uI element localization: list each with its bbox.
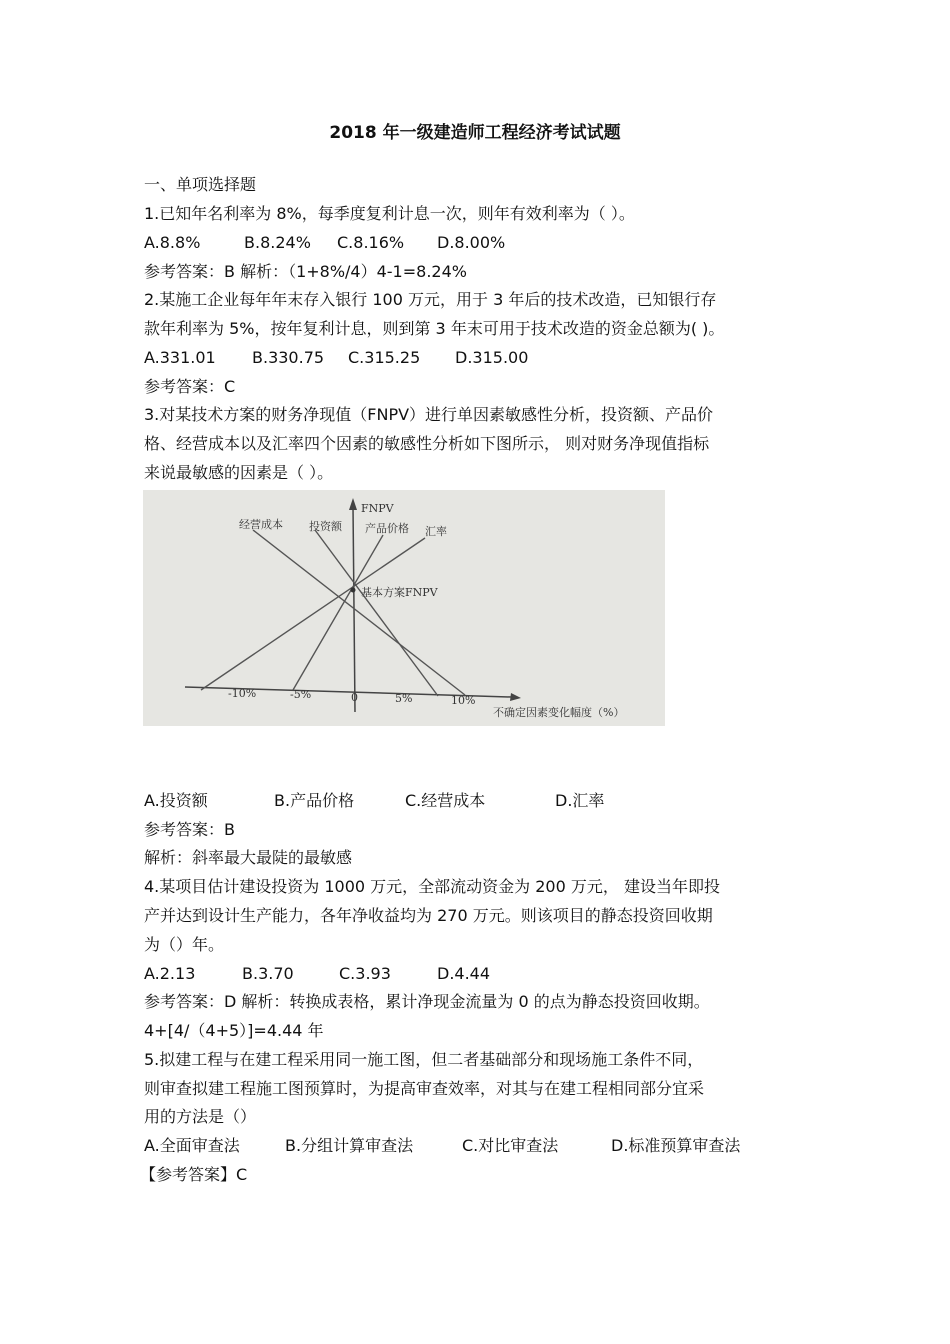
fx-label: 汇率	[425, 525, 447, 538]
q4-option-c: C.3.93	[339, 964, 391, 983]
q2-option-a: A.331.01	[144, 348, 216, 367]
q2-option-b: B.330.75	[252, 348, 325, 367]
operating-cost-line	[253, 530, 465, 695]
y-axis-arrow	[349, 498, 357, 510]
question-3-stem-line-2: 格、经营成本以及汇率四个因素的敏感性分析如下图所示， 则对财务净现值指标	[144, 434, 710, 453]
q1-answer: 参考答案：B 解析：（1+8%/4）4-1=8.24%	[144, 262, 467, 281]
sensitivity-analysis-figure	[143, 490, 665, 726]
q3-option-a: A.投资额	[144, 791, 208, 810]
fx-line	[201, 538, 425, 690]
question-2-stem-line-2: 款年利率为 5%，按年复利计息，则到第 3 年末可用于技术改造的资金总额为( )。	[144, 319, 725, 338]
tick-label-10: 10%	[451, 694, 476, 707]
q5-answer: 【参考答案】C	[140, 1165, 248, 1184]
question-4-stem-line-2: 产并达到设计生产能力，各年净收益均为 270 万元。则该项目的静态投资回收期	[144, 906, 713, 925]
q4-answer-calculation: 4+[4/（4+5）]=4.44 年	[144, 1021, 324, 1040]
q1-option-b: B.8.24%	[244, 233, 311, 252]
q1-option-c: C.8.16%	[337, 233, 405, 252]
question-3-stem-line-3: 来说最敏感的因素是（ ）。	[144, 463, 334, 482]
question-3-stem-line-1: 3.对某技术方案的财务净现值（FNPV）进行单因素敏感性分析，投资额、产品价	[144, 405, 714, 424]
q5-option-c: C.对比审查法	[462, 1136, 559, 1155]
tick-label-minus-10: -10%	[228, 687, 257, 700]
q4-option-b: B.3.70	[242, 964, 294, 983]
base-point	[351, 588, 356, 593]
x-axis-arrow	[510, 693, 521, 701]
q2-option-d: D.315.00	[455, 348, 529, 367]
q5-option-b: B.分组计算审查法	[285, 1136, 414, 1155]
q2-answer: 参考答案：C	[144, 377, 236, 396]
q1-option-a: A.8.8%	[144, 233, 201, 252]
q3-answer: 参考答案：B	[144, 820, 235, 839]
question-5-stem-line-2: 则审查拟建工程施工图预算时，为提高审查效率，对其与在建工程相同部分宜采	[144, 1079, 705, 1098]
q4-option-a: A.2.13	[144, 964, 196, 983]
investment-label: 投资额	[309, 520, 342, 533]
section-heading: 一、单项选择题	[144, 175, 257, 194]
q5-option-a: A.全面审查法	[144, 1136, 240, 1155]
question-4-stem-line-3: 为（）年。	[144, 935, 225, 954]
x-axis-label: 不确定因素变化幅度（%）	[493, 706, 625, 719]
q3-option-d: D.汇率	[555, 791, 605, 810]
q3-explanation: 解析：斜率最大最陡的最敏感	[144, 848, 353, 867]
question-5-stem-line-3: 用的方法是（）	[144, 1107, 257, 1126]
origin-label: 0	[351, 691, 358, 704]
q5-option-d: D.标准预算审查法	[611, 1136, 741, 1155]
tick-label-5: 5%	[395, 692, 413, 705]
document-title: 2018 年一级建造师工程经济考试试题	[329, 123, 621, 143]
q3-option-c: C.经营成本	[405, 791, 486, 810]
q4-option-d: D.4.44	[437, 964, 491, 983]
q2-option-c: C.315.25	[348, 348, 421, 367]
q1-option-d: D.8.00%	[437, 233, 506, 252]
question-2-stem-line-1: 2.某施工企业每年年末存入银行 100 万元，用于 3 年后的技术改造，已知银行存	[144, 290, 717, 309]
y-axis-label: FNPV	[361, 502, 394, 515]
price-line	[293, 535, 383, 690]
price-label: 产品价格	[365, 522, 409, 535]
sensitivity-chart	[143, 490, 665, 726]
q3-option-b: B.产品价格	[274, 791, 355, 810]
question-1-stem: 1.已知年名利率为 8%，每季度复利计息一次，则年有效利率为（ ）。	[144, 204, 635, 223]
question-5-stem-line-1: 5.拟建工程与在建工程采用同一施工图，但二者基础部分和现场施工条件不同，	[144, 1050, 704, 1069]
operating-cost-label: 经营成本	[239, 518, 283, 531]
base-fnpv-label: 基本方案FNPV	[361, 586, 438, 599]
q4-answer: 参考答案：D 解析：转换成表格，累计净现金流量为 0 的点为静态投资回收期。	[144, 992, 710, 1011]
tick-label-minus-5: -5%	[290, 688, 312, 701]
investment-line	[315, 530, 438, 696]
question-4-stem-line-1: 4.某项目估计建设投资为 1000 万元，全部流动资金为 200 万元， 建设当年即投	[144, 877, 720, 896]
